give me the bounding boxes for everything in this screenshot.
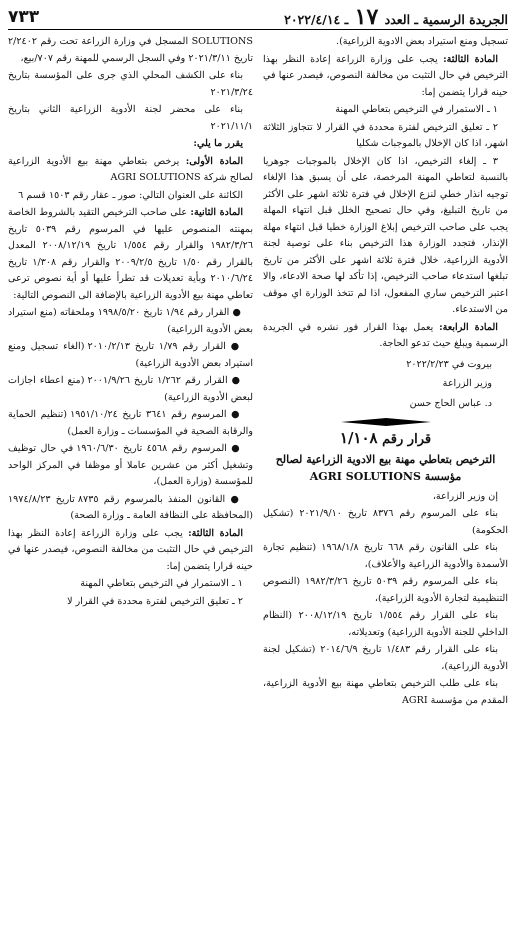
paragraph: إن وزير الزراعة، xyxy=(432,490,498,502)
list-item: ٢ ـ تعليق الترخيص لفترة محددة في القرار لا تتجاوز الثلاثة اشهر، اذا كان الإخلال بالموجبات شكليا xyxy=(263,121,508,149)
article-four xyxy=(263,320,508,353)
citation: بناء على الكشف المحلي الذي جرى على المؤسسة بتاريخ ٢٠٢١/٣/٢٤ xyxy=(8,70,253,98)
left-column xyxy=(8,34,253,934)
bullet-text: القرار رقم ١/٩٤ تاريخ ١٩٩٨/٥/٢٠ وملحقاته (منع استيراد بعض الأدوية الزراعية) xyxy=(8,307,253,335)
list-item: ٣ ـ إلغاء الترخيص، اذا كان الإخلال بالموجبات جوهريا بالنسبة لتعاطي المهنة المرخصة، على أن يسبق هذا الإلغاء توجيه انذار خطي لنزع الإخلال في فترة ثلاثة اشهر على الأكثر من تاريخ التبليغ، وفي حال تصحيح الخلل قبل انتهاء المهلة يجب على صاحب الترخيص إبلاغ الوزارة خطيا قبل انتهاء مهلة الإنذار، فتجدد الوزارة هذا الترخيص بناء على توصية لجنة الأدوية الزراعية، خلال فترة ثلاثة اشهر على الأكثر من تاريخ تبلغها استدعاء صاحب الترخيص، إذا تأكد لها صحة الادعاء، والا اعتبر الترخيص ساري المفعول، اذا لم تتخذ الوزارة اي موقف من الاستدعاء. xyxy=(263,155,508,315)
article-label: المادة الثالثة: xyxy=(188,527,244,539)
right-column xyxy=(263,34,508,934)
citation: بناء على المرسوم رقم ٨٣٧٦ تاريخ ٢٠٢١/٩/١٠ (تشكيل الحكومة) xyxy=(263,508,508,536)
text-columns xyxy=(8,30,508,934)
article-one xyxy=(8,154,253,187)
citation: بناء على طلب الترخيص بتعاطي مهنة بيع الأدوية الزراعية، المقدم من مؤسسة AGRI xyxy=(263,678,508,706)
citation: بناء على القرار رقم ١/٥٥٤ تاريخ ٢٠٠٨/١٢/١٩ (النظام الداخلي للجنة الأدوية الزراعية) وتعديلاته، xyxy=(263,610,508,638)
article-text: على صاحب الترخيص التقيد بالشروط الخاصة بمهنته المنصوص عليها في المرسوم رقم ٥٠٣٩ تاريخ ١٩٨٢/٣/٢٦ والقرار رقم ١/٥٥٤ تاريخ ٢٠٠٨/١٢/١٩ المعدل بالقرار رقم ١/٥٠ تاريخ ٢٠٠٩/٢/٥ والقرار رقم ١/٣٠٨ تاريخ ٢٠١٠/٦/٢٤ وبأية تعديلات قد تطرأ عليها أو أية نصوص ترعى تعاطي مهنة بيع الأدوية الزراعية بالإضافة الى النصوص التالية: xyxy=(8,207,253,301)
article-label: المادة الثالثة: xyxy=(443,53,499,65)
article-text: يعمل بهذا القرار فور نشره في الجريدة الرسمية ويبلغ حيث تدعو الحاجة. xyxy=(263,321,508,349)
bullet-icon: ● xyxy=(230,493,241,505)
bullet-text: المرسوم رقم ٤٥٦٨ تاريخ ١٩٦٠/٦/٣٠ في حال توظيف وتشغيل أكثر من عشرين عاملا أو موظفا في المركز الواحد للمؤسسة (وزارة العمل)، xyxy=(8,443,253,487)
bullet-item xyxy=(8,492,253,525)
article-label: المادة الرابعة: xyxy=(439,321,498,333)
bullet-text: القانون المنفذ بالمرسوم رقم ٨٧٣٥ تاريخ ١٩٧٤/٨/٢٣ (المحافظة على النظافة العامة ـ وزارة الصحة) xyxy=(8,493,253,521)
list-item: ١ ـ الاستمرار في الترخيص بتعاطي المهنة xyxy=(80,578,243,589)
article-text: يرخص بتعاطي مهنة بيع الأدوية الزراعية لصالح شركة AGRI SOLUTIONS xyxy=(8,155,253,183)
bullet-text: المرسوم رقم ٣٦٤١ تاريخ ١٩٥١/١٠/٢٤ (تنظيم الحماية والرقابة الصحية في المؤسسات ـ وزارة العمل) xyxy=(8,409,253,437)
article-label: المادة الثانية: xyxy=(190,207,243,218)
citation: بناء على محضر لجنة الأدوية الزراعية الثاني بتاريخ ٢٠٢١/١١/١ xyxy=(8,104,253,132)
bullet-icon: ● xyxy=(232,307,241,318)
signature-date: بيروت في ٢٠٢٢/٢/٢٣ xyxy=(406,358,492,370)
bullet-icon: ● xyxy=(231,375,241,386)
paragraph: SOLUTIONS المسجل في وزارة الزراعة تحت رقم ٢/٢٤٠٢ تاريخ ٢٠٢١/٣/١١ وفي السجل الرسمي للمهنة رقم ٧٠٧/بيع، xyxy=(8,36,253,64)
page-number: ٧٣٣ xyxy=(8,7,40,27)
article-three xyxy=(8,526,253,576)
section-divider xyxy=(263,418,508,426)
signature-block xyxy=(263,357,508,413)
bullet-text: القرار رقم ١/٧٩ تاريخ ٢٠١٠/٢/١٣ (الغاء تسجيل ومنع استيراد بعض الأدوية الزراعية) xyxy=(8,341,253,369)
issue-date: ـ ٢٠٢٢/٤/١٤ xyxy=(284,12,349,27)
bullet-item xyxy=(8,339,253,372)
bullet-icon: ● xyxy=(230,341,241,352)
paragraph: تسجيل ومنع استيراد بعض الادوية الزراعية). xyxy=(336,36,508,47)
address: الكائنة على العنوان التالي: صور ـ عقار رقم ١٥٠٣ قسم ٦ xyxy=(18,189,243,201)
bullet-icon: ● xyxy=(231,443,241,454)
issue-number: ١٧ xyxy=(354,4,379,30)
decision-subtitle: الترخيص بتعاطي مهنة بيع الادوية الزراعية لصالح مؤسسة AGRI SOLUTIONS xyxy=(275,452,496,483)
article-label: المادة الأولى: xyxy=(185,155,243,167)
divider-ornament xyxy=(341,418,431,426)
article-three xyxy=(263,52,508,102)
bullet-item xyxy=(8,305,253,338)
article-text: يجب على وزارة الزراعة إعادة النظر بهذا الترخيص في حال التثبت من مخالفة النصوص، فيصدر عنها في حينه قرارا يتضمن إما: xyxy=(263,53,508,98)
page-header xyxy=(8,0,508,30)
citation: بناء على المرسوم رقم ٥٠٣٩ تاريخ ١٩٨٢/٣/٢٦ (النصوص التنظيمية لتجارة الأدوية الزراعية)، xyxy=(263,576,508,604)
signature-name: د. عباس الحاج حسن xyxy=(409,397,492,409)
article-two xyxy=(8,205,253,304)
bullet-item xyxy=(8,441,253,491)
decision-number: ١/١٠٨ xyxy=(339,429,378,447)
article-text: يجب على وزارة الزراعة إعادة النظر بهذا الترخيص في حال التثبت من مخالفة النصوص، فيصدر عنها في حينه قرارا يتضمن إما: xyxy=(8,527,253,572)
list-item: ١ ـ الاستمرار في الترخيص بتعاطي المهنة xyxy=(335,104,498,115)
signature-role: وزير الزراعة xyxy=(442,378,492,389)
gazette-title xyxy=(284,4,508,30)
citation: بناء على القانون رقم ٦٦٨ تاريخ ١٩٦٨/١/٨ (تنظيم تجارة الأسمدة والأدوية الزراعية والأعلاف)، xyxy=(263,542,508,570)
gazette-name: الجريدة الرسمية ـ العدد xyxy=(384,12,508,27)
decides-heading: يقرر ما يلي: xyxy=(193,138,243,149)
list-item: ٢ ـ تعليق الترخيص لفترة محددة في القرار لا xyxy=(67,595,243,607)
bullet-icon: ● xyxy=(231,409,241,420)
bullet-item xyxy=(8,407,253,440)
citation: بناء على القرار رقم ١/٤٨٣ تاريخ ٢٠١٤/٦/٩ (تشكيل لجنة الأدوية الزراعية)، xyxy=(263,644,508,672)
bullet-item xyxy=(8,373,253,406)
bullet-text: القرار رقم ١/٢٦٢ تاريخ ٢٠٠١/٩/٢٦ (منع اعطاء اجازات لبعض الأدوية الزراعية) xyxy=(8,375,253,403)
decision-label: قرار رقم xyxy=(382,432,432,447)
decision-title xyxy=(263,430,508,449)
